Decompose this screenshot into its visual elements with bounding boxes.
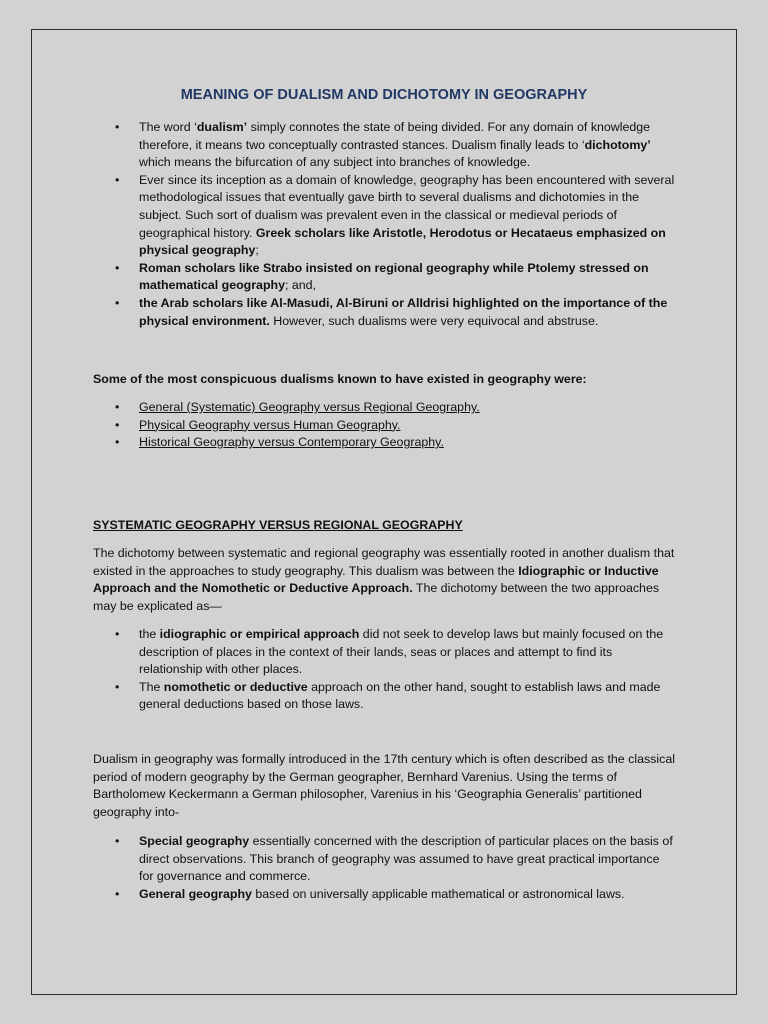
bullet-glyph: • xyxy=(115,435,120,450)
list-item: • Ever since its inception as a domain of knowledge, geography has been encountered with several methodological issues that eventually gave birth to several dualisms and dichotomies in the subject. Such sort of dualism was prevalent even in the classical or medieval periods of geographical history. Greek scholars like Aristotle, Herodotus or Hecataeus emphasized on physical geography; xyxy=(115,172,675,258)
bullet-glyph: • xyxy=(115,172,120,187)
list-item xyxy=(115,434,676,452)
approach-bullet-list xyxy=(115,626,676,714)
dualism-link: Historical Geography versus Contemporary Geography. xyxy=(139,435,444,450)
dualism-link: General (Systematic) Geography versus Regional Geography. xyxy=(139,400,480,414)
partition-bullet-list xyxy=(115,833,676,903)
section-paragraph: The dichotomy between systematic and regional geography was essentially rooted in another dualism that existed in the approaches to study geography. This dualism was between the Idiographic or Inductive Approach and the Nomothetic or Deductive Approach. The dichotomy between the two approaches may be explicated as— xyxy=(93,546,675,613)
bullet-glyph: • xyxy=(115,295,120,310)
bullet-glyph: • xyxy=(115,679,120,694)
list-item: • Special geography essentially concerned with the description of particular places on the basis of direct observations. This branch of geography was assumed to have great practical importance for governance and commerce. xyxy=(115,834,673,884)
bullet-glyph: • xyxy=(115,400,120,414)
list-item: • the Arab scholars like Al-Masudi, Al-Biruni or AlIdrisi highlighted on the importance of the physical environment. However, such dualisms were very equivocal and abstruse. xyxy=(115,295,668,328)
list-item: • The nomothetic or deductive approach on the other hand, sought to establish laws and made general deductions based on those laws. xyxy=(115,679,661,712)
list-item: • The word ‘dualism’ simply connotes the state of being divided. For any domain of knowledge therefore, it means two conceptually contrasted stances. Dualism finally leads to ‘dichotomy’ which means the bifurcation of any subject into branches of knowledge. xyxy=(115,120,651,170)
section-heading: SYSTEMATIC GEOGRAPHY VERSUS REGIONAL GEOGRAPHY xyxy=(93,518,463,532)
bullet-glyph: • xyxy=(115,886,120,901)
list-item: • the idiographic or empirical approach did not seek to develop laws but mainly focused on the description of places in the context of their lands, seas or places and attempt to find its relationship with other places. xyxy=(115,627,664,677)
dualism-link: Physical Geography versus Human Geography. xyxy=(139,417,401,432)
varenius-paragraph: Dualism in geography was formally introduced in the 17th century which is often described as the classical period of modern geography by the German geographer, Bernhard Varenius. Using the terms of Bartholomew Keckermann a German philosopher, Varenius in his ‘Geographia Generalis’ partitioned geography into- xyxy=(93,752,675,819)
bullet-glyph: • xyxy=(115,120,120,134)
page-title: MEANING OF DUALISM AND DICHOTOMY IN GEOGRAPHY xyxy=(180,87,588,103)
intro-bullet-list xyxy=(115,119,676,330)
bullet-glyph: • xyxy=(115,627,120,641)
list-item xyxy=(115,417,676,435)
bullet-glyph: • xyxy=(115,834,120,848)
list-item: • General geography based on universally applicable mathematical or astronomical laws. xyxy=(115,886,676,904)
conspicuous-heading: Some of the most conspicuous dualisms known to have existed in geography were: xyxy=(93,372,587,386)
list-item: • Roman scholars like Strabo insisted on regional geography while Ptolemy stressed on mathematical geography; and, xyxy=(115,260,649,293)
bullet-glyph: • xyxy=(115,417,120,432)
bullet-glyph: • xyxy=(115,260,120,275)
dualism-list xyxy=(115,399,676,452)
list-item xyxy=(115,399,676,417)
